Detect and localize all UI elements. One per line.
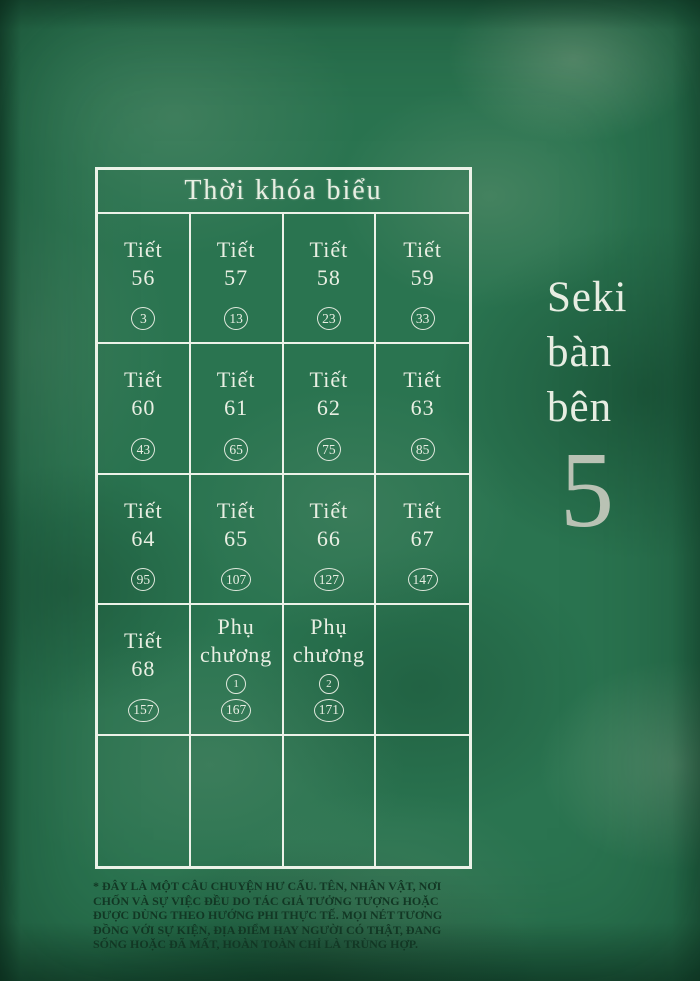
chapter-label: Tiết — [309, 367, 349, 393]
page-number-badge: 23 — [317, 307, 341, 330]
chapter-cell — [98, 344, 191, 474]
chapter-number: 64 — [131, 525, 156, 551]
page-number-badge: 167 — [221, 699, 251, 722]
chapter-number: 68 — [131, 656, 156, 682]
chapter-label: Tiết — [403, 367, 442, 393]
appendix-number-badge: 1 — [226, 674, 246, 694]
chapter-label: Tiết — [403, 237, 442, 262]
page-number-badge: 75 — [317, 438, 341, 461]
page-number-badge: 95 — [131, 568, 155, 591]
chapter-label: Tiết — [124, 628, 163, 654]
chapter-number: chương — [199, 642, 273, 668]
chapter-number: 56 — [131, 265, 156, 290]
chapter-number: 67 — [410, 525, 435, 551]
chapter-label: Phụ — [217, 614, 255, 640]
chapter-number: 61 — [224, 395, 249, 421]
page-number-badge: 107 — [221, 568, 251, 591]
series-title — [547, 270, 627, 435]
page-number-badge: 43 — [131, 438, 155, 461]
chapter-label: Tiết — [124, 237, 163, 262]
chapter-cell — [191, 214, 284, 344]
page-number-badge: 127 — [314, 568, 344, 591]
chapter-label: Tiết — [216, 367, 256, 393]
chapter-number: 66 — [316, 525, 341, 551]
chapter-cell — [191, 605, 284, 735]
chapter-cell — [376, 214, 469, 344]
page-number-badge: 13 — [224, 307, 248, 330]
page-number-badge: 147 — [408, 568, 438, 591]
page-number-badge: 85 — [411, 438, 435, 461]
appendix-number-badge: 2 — [319, 674, 339, 694]
chapter-label: Tiết — [403, 497, 442, 523]
series-title-line: Seki — [547, 274, 628, 321]
chapter-number: 65 — [224, 525, 249, 551]
page-number-badge: 157 — [128, 699, 158, 722]
chapter-cell — [284, 344, 377, 474]
chapter-cell — [98, 605, 191, 735]
chapter-number: chương — [292, 642, 366, 668]
series-title-line: bên — [547, 384, 613, 431]
chapter-number: 60 — [131, 395, 156, 421]
chapter-cell — [376, 475, 469, 605]
empty-cell — [376, 605, 469, 735]
chapter-cell — [191, 344, 284, 474]
volume-number: 5 — [560, 431, 614, 550]
page-number-badge: 171 — [314, 699, 344, 722]
chapter-cell — [284, 605, 377, 735]
chapter-label: Tiết — [309, 237, 349, 262]
empty-cell — [284, 736, 377, 866]
chapter-number: 63 — [410, 395, 435, 421]
chapter-cell — [284, 214, 377, 344]
chapter-cell — [191, 475, 284, 605]
chapter-number: 59 — [410, 265, 435, 290]
empty-cell — [98, 736, 191, 866]
chapter-label: Phụ — [310, 614, 348, 640]
disclaimer-text: * ĐÂY LÀ MỘT CÂU CHUYỆN HƯ CẤU. TÊN, NHÂN VẬT, NƠI CHỐN VÀ SỰ VIỆC ĐỀU DO TÁC GIẢ TƯỞNG TƯỢNG HOẶC ĐƯỢC DÙNG THEO HƯỚNG PHI THỰC TẾ. MỌI NÉT TƯƠNG ĐỒNG VỚI SỰ KIỆN, ĐỊA ĐIỂM HAY NGƯỜI CÓ THẬT, ĐANG SỐNG HOẶC ĐÃ MẤT, HOÀN TOÀN CHỈ LÀ TRÙNG HỢP. — [93, 879, 443, 951]
page-number-badge: 33 — [411, 307, 435, 330]
series-title-line: bàn — [547, 329, 613, 376]
chapter-number: 62 — [316, 395, 341, 421]
empty-cell — [376, 736, 469, 866]
page-number-badge: 3 — [131, 307, 155, 330]
chapter-label: Tiết — [124, 497, 163, 523]
schedule-table-title: Thời khóa biểu — [98, 170, 469, 214]
chapter-number: 58 — [316, 265, 341, 290]
chapter-label: Tiết — [124, 367, 163, 393]
empty-cell — [191, 736, 284, 866]
chapter-number: 57 — [224, 265, 249, 290]
chapter-cell — [284, 475, 377, 605]
page-number-badge: 65 — [224, 438, 248, 461]
chapter-cell — [98, 475, 191, 605]
chapter-cell — [376, 344, 469, 474]
schedule-table — [95, 167, 472, 869]
chapter-cell — [98, 214, 191, 344]
chapter-label: Tiết — [216, 497, 256, 523]
chapter-label: Tiết — [216, 237, 256, 262]
chapter-label: Tiết — [309, 497, 349, 523]
